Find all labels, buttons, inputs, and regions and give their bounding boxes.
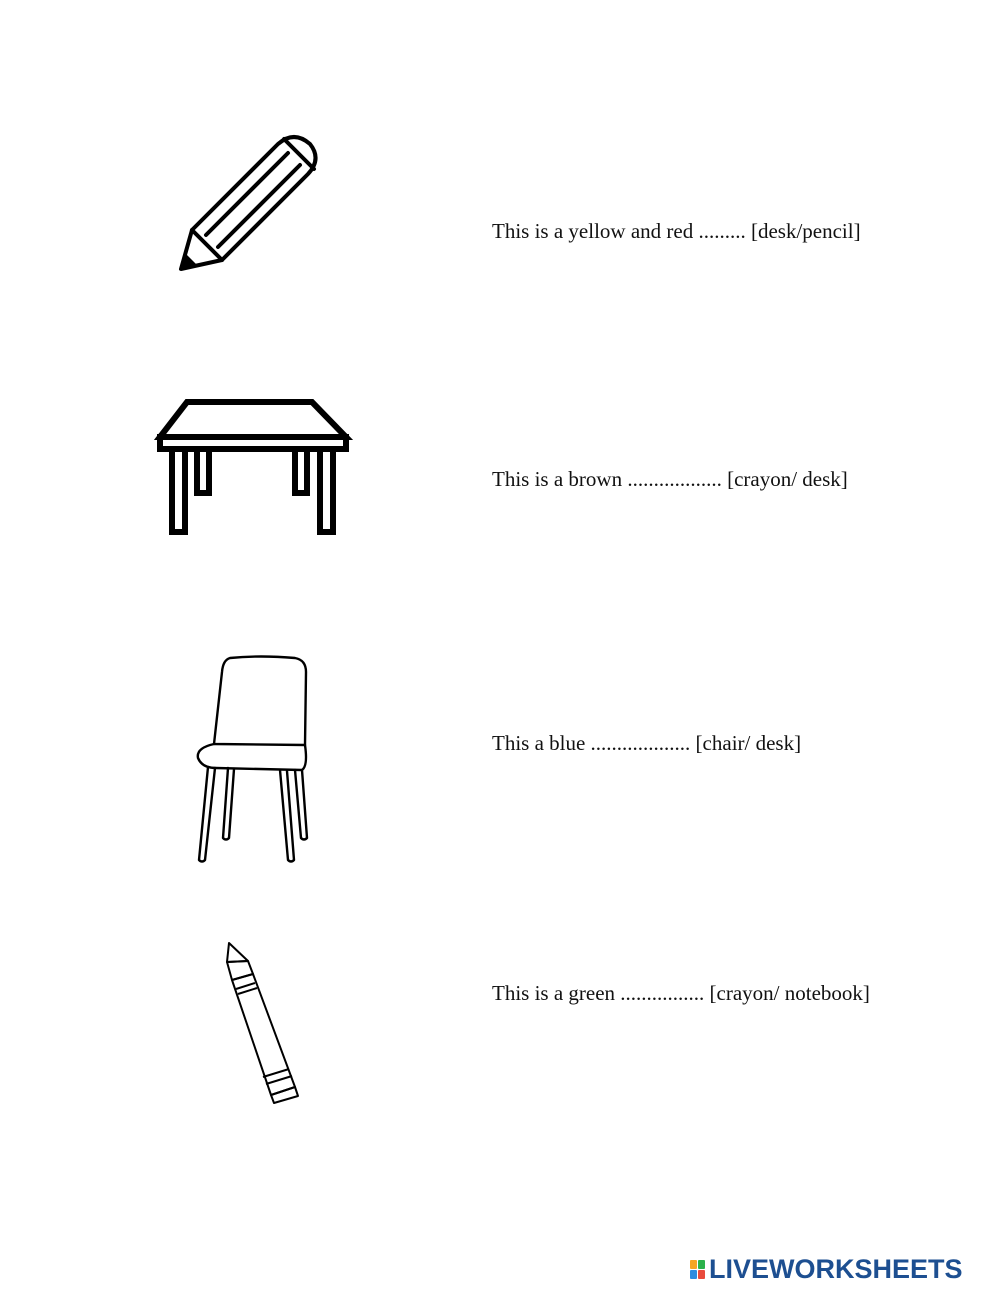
pencil-icon <box>170 125 330 280</box>
chair-icon <box>190 650 320 870</box>
sentence-desk: This is a brown .................. [crayon/ desk] <box>492 467 848 491</box>
sentence-crayon: This is a green ................ [crayon/ notebook] <box>492 981 870 1005</box>
crayon-icon <box>215 935 310 1110</box>
liveworksheets-logo <box>690 1254 963 1284</box>
sentence-chair: This a blue ................... [chair/ desk] <box>492 731 802 755</box>
liveworksheets-mark-icon <box>690 1260 705 1279</box>
desk-icon <box>152 392 357 542</box>
sentence-pencil: This is a yellow and red ......... [desk/pencil] <box>492 219 861 243</box>
brand-name: LIVEWORKSHEETS <box>709 1253 963 1284</box>
